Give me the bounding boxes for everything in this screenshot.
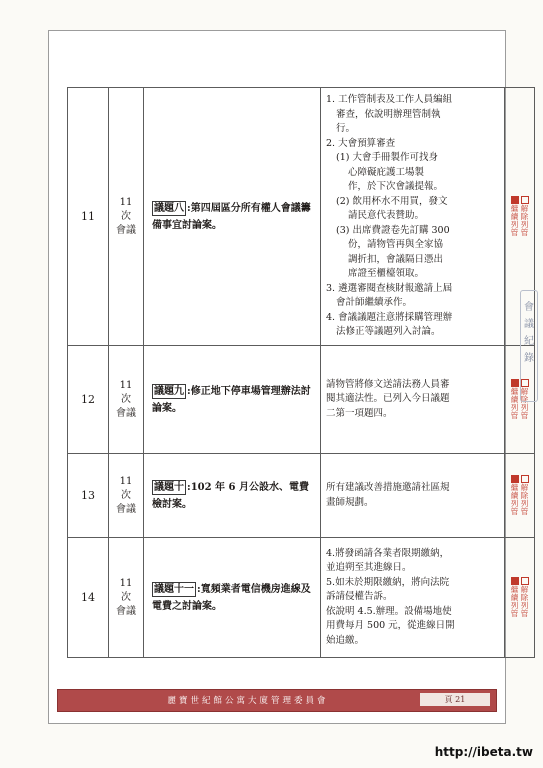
session-cell — [109, 346, 144, 454]
resolution-line: 5.如未於期限繳納，將向法院 — [326, 576, 450, 588]
status-checkbox-remove[interactable] — [521, 196, 529, 204]
status-option-continue[interactable] — [510, 379, 519, 420]
session-text: 會議 — [116, 503, 136, 515]
resolution-line: 行。 — [336, 123, 356, 135]
resolution-line: 所有建議改善措施邀請社區規 — [326, 482, 450, 493]
footer-title: 麗寶世紀館公寓大廈管理委員會 — [167, 696, 329, 706]
status-label-remove: 解 除 列 管 — [520, 483, 529, 516]
topic-label: 議題九 — [154, 385, 184, 397]
status-label-continue: 繼 續 列 管 — [510, 483, 519, 516]
resolution-line: 用費每月 500 元，從進線日開 — [326, 620, 455, 632]
session-text: 11 — [119, 379, 133, 391]
resolution-cell — [321, 538, 505, 658]
resolution-line: 始追繳。 — [326, 634, 365, 646]
status-label-continue: 繼 續 列 管 — [510, 585, 519, 618]
status-checkbox-remove[interactable] — [521, 475, 529, 483]
topic-cell — [144, 538, 321, 658]
resolution-line: 心障礙庇護工場製 — [348, 166, 425, 178]
table-row — [68, 538, 535, 658]
status-option-continue[interactable] — [510, 196, 519, 237]
status-label-remove: 解 除 列 管 — [520, 387, 529, 420]
resolution-line: 依說明 4.5.辦理。設備場地使 — [326, 605, 452, 617]
status-cell — [505, 538, 535, 658]
side-stamp: 會 議 紀 錄 — [520, 290, 538, 402]
topic-label: 議題八 — [154, 202, 184, 214]
status-options — [505, 577, 534, 618]
resolution-line: 席證至櫃檯領取。 — [348, 268, 425, 280]
session-text: 會議 — [116, 224, 136, 236]
row-number: 14 — [68, 538, 109, 658]
resolution-cell — [321, 346, 505, 454]
topic-cell — [144, 346, 321, 454]
topic-text: :寬頻業者電信機房進線及電費之討論案。 — [152, 583, 311, 612]
status-options — [505, 196, 534, 237]
status-option-remove[interactable] — [520, 475, 529, 516]
status-checkbox-continue[interactable] — [511, 577, 519, 585]
resolution-line: 4. 會議議題注意將採購管理辦 — [326, 311, 453, 323]
resolution-line: 畫師規劃。 — [326, 496, 374, 508]
topic-label: 議題十一 — [154, 583, 194, 595]
status-option-continue[interactable] — [510, 577, 519, 618]
status-label-continue: 繼 續 列 管 — [510, 204, 519, 237]
resolution-line: 法修正等議題列入討論。 — [336, 326, 441, 338]
resolution-line: 調折扣，會議隔日憑出 — [348, 253, 444, 265]
session-text: 次 — [121, 489, 131, 501]
topic-text: :102 年 6 月公設水、電費檢討案。 — [152, 481, 309, 510]
status-option-continue[interactable] — [510, 475, 519, 516]
page-number: 頁 21 — [420, 693, 490, 706]
session-cell — [109, 538, 144, 658]
topic-label: 議題十 — [154, 481, 184, 493]
status-option-remove[interactable] — [520, 577, 529, 618]
table-row — [68, 346, 535, 454]
resolution-line: 1. 工作管制表及工作人員編組 — [326, 94, 453, 106]
resolution-line: 份，請物管再與全家協 — [348, 239, 444, 251]
resolution-line: (2) 飲用杯水不用買，發文 — [336, 195, 448, 207]
watermark-url: http://ibeta.tw — [434, 745, 533, 759]
row-number: 13 — [68, 454, 109, 538]
status-label-continue: 繼 續 列 管 — [510, 387, 519, 420]
resolution-cell — [321, 454, 505, 538]
resolution-line: 閱其適法性。已列入今日議題 — [326, 393, 450, 405]
session-text: 次 — [121, 393, 131, 405]
topic-cell — [144, 454, 321, 538]
resolution-line: (1) 大會手冊製作可找身 — [336, 152, 438, 164]
session-text: 11 — [119, 196, 133, 208]
status-label-remove: 解 除 列 管 — [520, 585, 529, 618]
status-checkbox-remove[interactable] — [521, 577, 529, 585]
tracking-table — [67, 87, 535, 658]
resolution-line: 審查，依說明辦理管制執 — [336, 108, 441, 120]
resolution-line: 並追朔至其進線日。 — [326, 562, 412, 574]
resolution-line: 二第一項題四。 — [326, 407, 393, 419]
status-checkbox-continue[interactable] — [511, 475, 519, 483]
resolution-line: 3. 遴選審閱查核財報邀請上屆 — [326, 282, 453, 294]
session-text: 11 — [119, 475, 133, 487]
resolution-cell — [321, 88, 505, 346]
status-checkbox-continue[interactable] — [511, 196, 519, 204]
session-cell — [109, 454, 144, 538]
row-number: 11 — [68, 88, 109, 346]
table-row — [68, 88, 535, 346]
session-text: 會議 — [116, 407, 136, 419]
session-text: 11 — [119, 577, 133, 589]
page-footer — [57, 689, 497, 712]
session-text: 次 — [121, 591, 131, 603]
session-text: 次 — [121, 210, 131, 222]
status-options — [505, 475, 534, 516]
resolution-line: 會計師繼續承作。 — [336, 297, 413, 309]
row-number: 12 — [68, 346, 109, 454]
resolution-line: 2. 大會預算審查 — [326, 137, 396, 149]
resolution-line: (3) 出席費證卷先訂購 300 — [336, 224, 450, 236]
topic-text: :修正地下停車場管理辦法討論案。 — [152, 385, 311, 414]
status-option-remove[interactable] — [520, 196, 529, 237]
topic-cell — [144, 88, 321, 346]
resolution-line: 作，於下次會議提報。 — [348, 181, 444, 193]
resolution-line: 訴請侵權告訴。 — [326, 591, 393, 603]
resolution-line: 請民意代表贊助。 — [348, 210, 425, 222]
status-label-remove: 解 除 列 管 — [520, 204, 529, 237]
table-row — [68, 454, 535, 538]
resolution-line: 請物管將修文送請法務人員審 — [326, 378, 450, 390]
session-text: 會議 — [116, 605, 136, 617]
resolution-line: 4.將發函請各業者限期繳納， — [326, 547, 450, 559]
status-checkbox-continue[interactable] — [511, 379, 519, 387]
session-cell — [109, 88, 144, 346]
topic-text: :第四屆區分所有權人會議籌備事宜討論案。 — [152, 202, 311, 231]
status-cell — [505, 454, 535, 538]
